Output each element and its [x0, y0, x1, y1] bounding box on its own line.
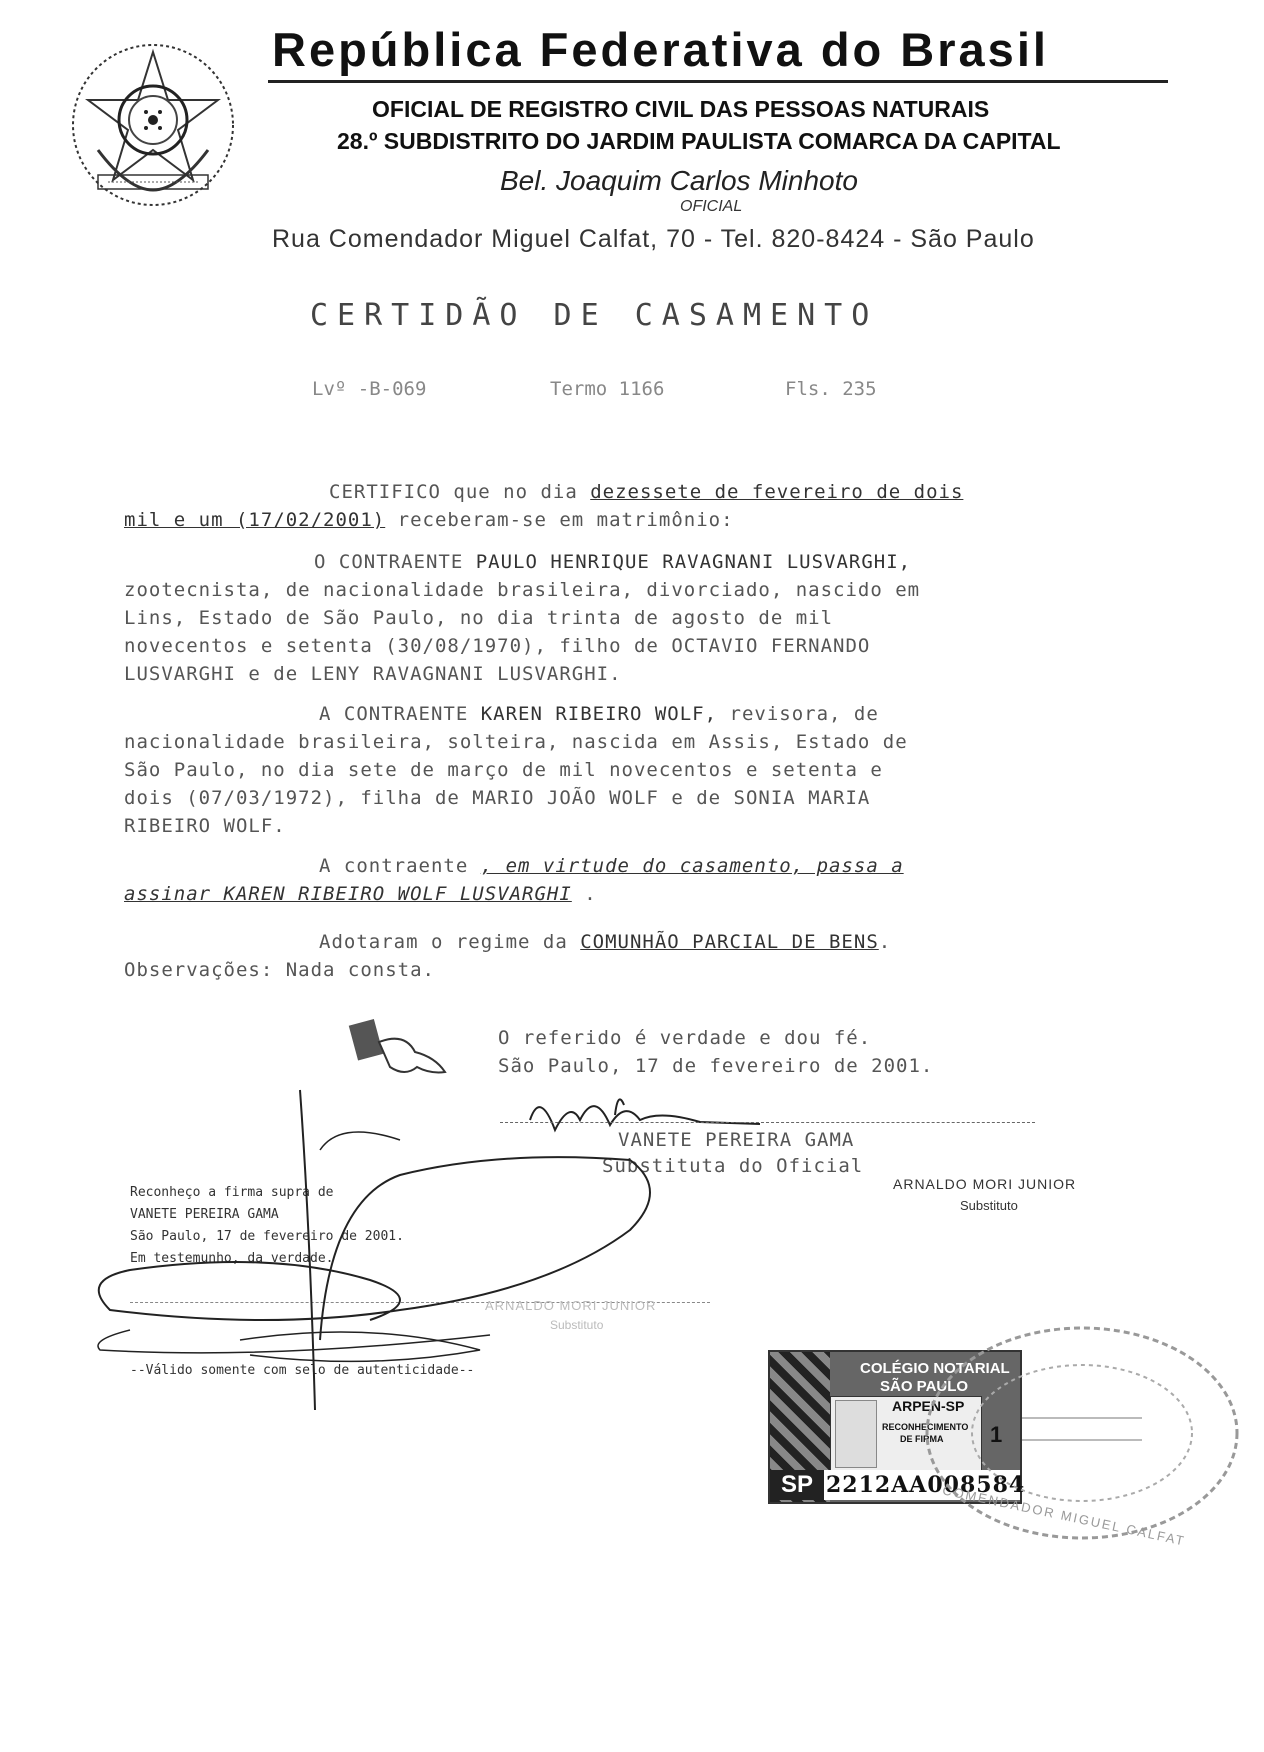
seal-type-1: RECONHECIMENTO — [882, 1422, 969, 1432]
certify-paragraph — [124, 478, 1104, 534]
groom-paragraph — [124, 548, 1114, 688]
stamp-line: São Paulo, 17 de fevereiro de 2001. — [130, 1229, 404, 1244]
bride-line: São Paulo, no dia sete de março de mil novecentos e setenta e — [124, 759, 883, 781]
stamp-name: ARNALDO MORI JUNIOR — [893, 1176, 1077, 1192]
stamp-faded-name: ARNALDO MORI JUNIOR — [485, 1298, 657, 1313]
stamp-line: VANETE PEREIRA GAMA — [130, 1207, 279, 1222]
groom-line: Lins, Estado de São Paulo, no dia trinta de agosto de mil — [124, 607, 834, 629]
seal-count: 1 — [990, 1422, 1003, 1447]
new-married-name: assinar KAREN RIBEIRO WOLF LUSVARGHI — [124, 883, 572, 905]
observations: Observações: Nada consta. — [124, 959, 435, 981]
office-line-1: OFICIAL DE REGISTRO CIVIL DAS PESSOAS NATURAIS — [372, 96, 990, 122]
validity-note: --Válido somente com selo de autenticidade-- — [130, 1363, 475, 1378]
round-stamp-text: COMENDADOR MIGUEL CALFAT — [941, 1482, 1187, 1549]
property-regime: COMUNHÃO PARCIAL DE BENS — [580, 931, 879, 953]
stamp-line: Reconheço a firma supra de — [130, 1185, 334, 1200]
name-change-paragraph — [124, 852, 1114, 908]
bride-name: KAREN RIBEIRO WOLF, — [480, 703, 718, 725]
seal-org-2: SÃO PAULO — [880, 1378, 969, 1395]
place-date: São Paulo, 17 de fevereiro de 2001. — [498, 1055, 934, 1077]
bride-line: nacionalidade brasileira, solteira, nascida em Assis, Estado de — [124, 731, 908, 753]
coat-of-arms-seal — [68, 40, 238, 210]
bride-line: RIBEIRO WOLF. — [124, 815, 286, 837]
large-signature-scribble — [70, 1080, 690, 1480]
title-rule — [268, 80, 1168, 83]
certify-text: CERTIFICO que no dia — [329, 481, 591, 503]
seal-number-prefix: SP — [770, 1470, 824, 1500]
office-address: Rua Comendador Miguel Calfat, 70 - Tel. 820-8424 - São Paulo — [272, 225, 1035, 253]
officer-role: OFICIAL — [680, 198, 743, 215]
bride-paragraph — [124, 700, 1114, 840]
bride-label: A CONTRAENTE — [319, 703, 481, 725]
stamp-line: Em testemunho, da verdade. — [130, 1251, 334, 1266]
seal-org-1: COLÉGIO NOTARIAL — [860, 1360, 1010, 1377]
groom-label: O CONTRAENTE — [314, 551, 476, 573]
book-number: Lvº -B-069 — [312, 378, 427, 400]
term-number: Termo 1166 — [550, 378, 665, 400]
seal-hologram — [835, 1400, 877, 1468]
name-change-prefix: A contraente — [319, 855, 481, 877]
attest-text: O referido é verdade e dou fé. — [498, 1027, 872, 1049]
marriage-date-words: dezessete de fevereiro de dois — [590, 481, 964, 503]
name-change-end: . — [571, 883, 597, 905]
bride-occupation: revisora, de — [717, 703, 879, 725]
regime-paragraph — [124, 928, 1114, 984]
officer-name: Bel. Joaquim Carlos Minhoto — [500, 165, 858, 196]
marriage-date: mil e um (17/02/2001) — [124, 509, 386, 531]
seal-type-2: DE FIRMA — [900, 1434, 944, 1444]
groom-name: PAULO HENRIQUE RAVAGNANI LUSVARGHI, — [475, 551, 912, 573]
certify-suffix: receberam-se em matrimônio: — [385, 509, 734, 531]
bride-line: dois (07/03/1972), filha de MARIO JOÃO WOLF e de SONIA MARIA — [124, 787, 871, 809]
office-line-2: 28.º SUBDISTRITO DO JARDIM PAULISTA COMARCA DA CAPITAL — [337, 128, 1061, 154]
signer-role: Substituta do Oficial — [602, 1155, 864, 1177]
page-title: República Federativa do Brasil — [272, 23, 1049, 76]
page-number: Fls. 235 — [785, 378, 877, 400]
stamp-faded-role: Substituto — [550, 1318, 604, 1332]
groom-line: LUSVARGHI e de LENY RAVAGNANI LUSVARGHI. — [124, 663, 622, 685]
regime-end: . — [878, 931, 892, 953]
groom-line: zootecnista, de nacionalidade brasileira, divorciado, nascido em — [124, 579, 921, 601]
groom-line: novecentos e setenta (30/08/1970), filho de OCTAVIO FERNANDO — [124, 635, 871, 657]
seal-number: 2212AA008584 — [826, 1472, 1026, 1498]
coat-of-arms-brazil-icon — [68, 40, 238, 210]
stamp-role: Substituto — [960, 1198, 1018, 1213]
seal-org-3: ARPEN-SP — [892, 1398, 965, 1414]
signer-name: VANETE PEREIRA GAMA — [618, 1129, 855, 1151]
document-heading: CERTIDÃO DE CASAMENTO — [310, 298, 879, 333]
name-change-clause: , em virtude do casamento, passa a — [480, 855, 904, 877]
regime-prefix: Adotaram o regime da — [319, 931, 581, 953]
